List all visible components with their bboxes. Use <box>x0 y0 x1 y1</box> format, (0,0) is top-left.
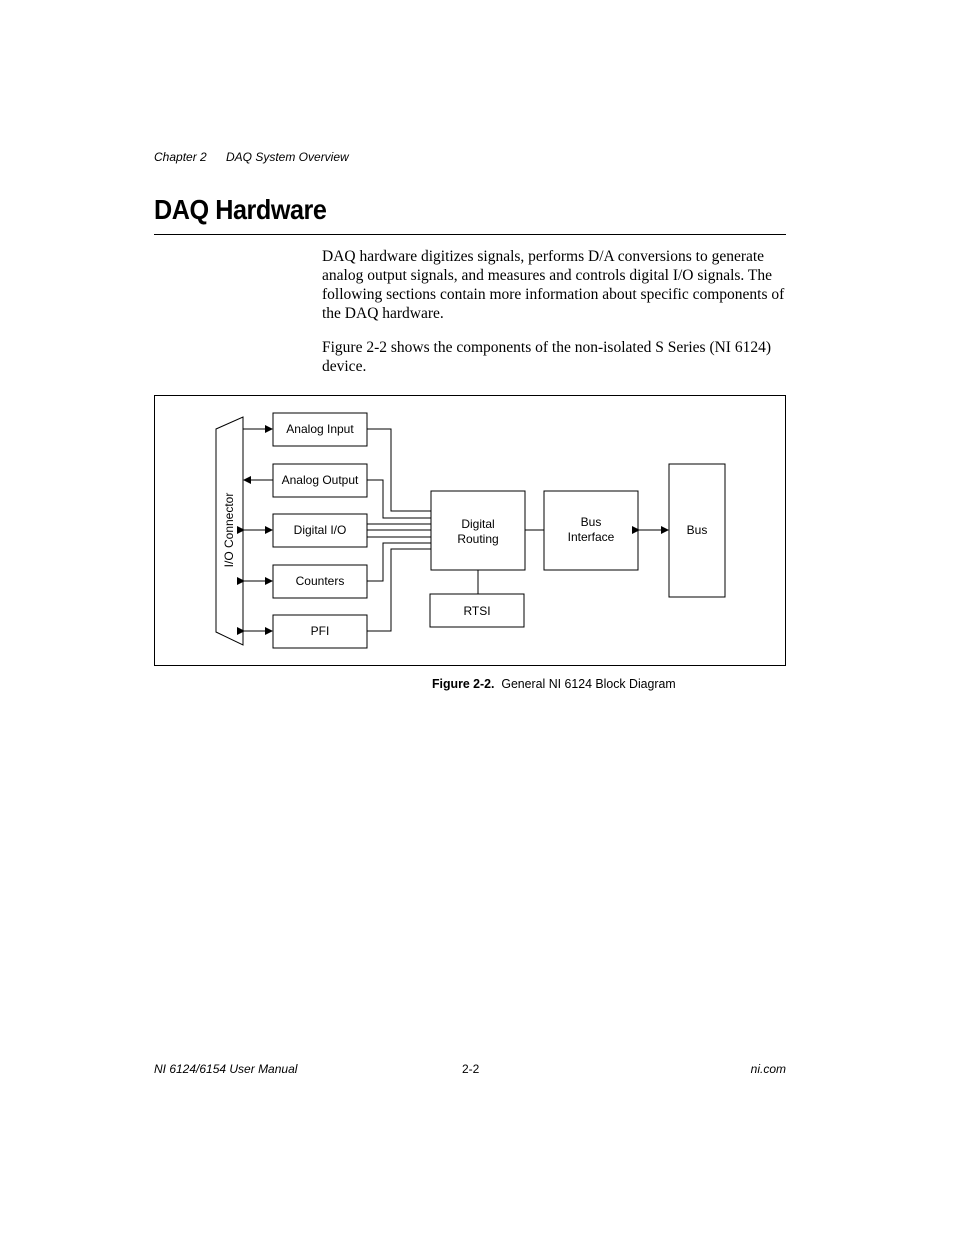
section-label: DAQ System Overview <box>226 150 349 164</box>
block-diagram <box>155 396 785 665</box>
running-header <box>154 150 349 164</box>
digital-routing-label-2: Routing <box>457 532 499 546</box>
intro-paragraph: DAQ hardware digitizes signals, performs D/A conversions to generate analog output signals, and measures and controls digital I/O signals. The following sections contain more information about specific components of the DAQ hardware. <box>322 248 785 322</box>
io-connector-label: I/O Connector <box>222 492 236 568</box>
block-diagram-frame <box>154 395 786 666</box>
section-title: DAQ Hardware <box>154 194 327 225</box>
footer-website: ni.com <box>750 1062 786 1076</box>
pfi-label: PFI <box>310 624 330 638</box>
digital-routing-label-1: Digital <box>461 517 495 531</box>
counters-label: Counters <box>295 574 345 588</box>
figure-reference-paragraph: Figure 2-2 shows the components of the non-isolated S Series (NI 6124) device. <box>322 339 772 375</box>
line-analog-input-routing <box>367 429 431 511</box>
footer-manual-title: NI 6124/6154 User Manual <box>154 1062 298 1076</box>
chapter-label: Chapter 2 <box>154 150 207 164</box>
figure-caption-text: General NI 6124 Block Diagram <box>501 676 676 691</box>
analog-output-label: Analog Output <box>281 473 359 487</box>
footer-page-number: 2-2 <box>462 1062 480 1076</box>
digital-io-label: Digital I/O <box>293 523 347 537</box>
figure-caption-label: Figure 2-2. <box>432 676 495 691</box>
line-pfi-routing <box>367 549 431 631</box>
figure-caption <box>432 676 676 691</box>
bus-label: Bus <box>686 523 708 537</box>
title-rule <box>154 234 786 235</box>
line-analog-output-routing <box>367 480 431 518</box>
analog-input-label: Analog Input <box>286 422 354 436</box>
bus-interface-label-1: Bus <box>580 515 602 529</box>
rtsi-label: RTSI <box>463 604 491 618</box>
bus-interface-label-2: Interface <box>567 530 615 544</box>
